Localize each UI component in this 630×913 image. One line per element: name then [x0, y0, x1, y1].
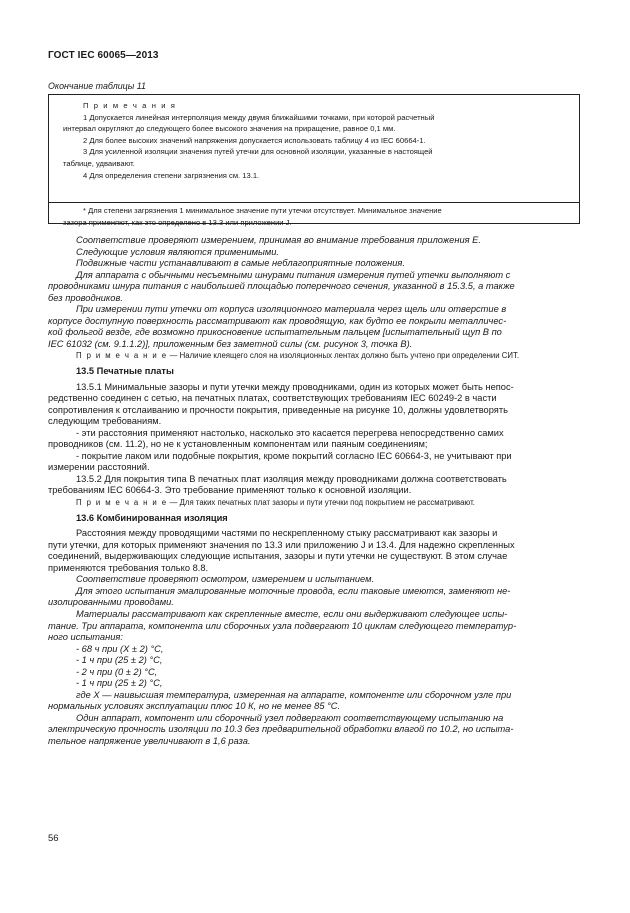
paragraph: Следующие условия являются применимыми.: [76, 246, 279, 257]
paragraph-line: электрическую прочность изоляции по 10.3 без предварительной обработки влагой по 10.2, но испыта-: [48, 724, 514, 735]
paragraph-line: тельное напряжение увеличивают в 1,6 раза.: [48, 735, 251, 746]
note-line: таблице, удваивают.: [63, 158, 135, 168]
paragraph-line: без проводников.: [48, 292, 123, 303]
section-heading-13-5: 13.5 Печатные платы: [76, 366, 174, 377]
paragraph-line: следующим требованиям.: [48, 416, 162, 427]
paragraph-line: применяются требования только 8.8.: [48, 562, 209, 573]
paragraph-line: соединений, выдерживающих следующие испытания, зазоры и пути утечки не существуют. В этом случае: [48, 551, 508, 562]
footnote: [63, 205, 569, 228]
paragraph-line: сопротивления к отслаиванию и прочности покрытия, приведенные на рисунке 10, должны удовлетворять: [48, 404, 508, 415]
paragraph-line: ного испытания:: [48, 632, 123, 643]
paragraph: Подвижные части устанавливают в самые неблагоприятные положения.: [76, 258, 405, 269]
note-line: интервал округляют до следующего более высокого значения на приращение, равное 0,1 мм.: [63, 124, 396, 134]
table-notes-box: [48, 94, 580, 227]
note-text: — Для таких печатных плат зазоры и пути утечки под покрытием не рассматривают.: [167, 498, 475, 508]
paragraph-line: Для аппарата с обычными несъемными шнурами питания измерения путей утечки выполняют с: [76, 269, 511, 280]
paragraph-line: При измерении пути утечки от корпуса изоляционного материала через щель или отверстие в: [76, 304, 507, 315]
document-header: ГОСТ IEC 60065—2013: [48, 50, 159, 61]
paragraph-line: редственно соединен с сетью, на печатных платах, соответствующих требованиям IEC 60249-2 в части: [48, 393, 497, 404]
notes-divider: [49, 202, 579, 203]
note-label: П р и м е ч а н и е: [76, 498, 168, 508]
paragraph-line: кой фольгой везде, где возможно прикосновение испытательным пальцем [испытательный щуп В по: [48, 327, 502, 338]
paragraph-line: Материалы рассматривают как скрепленные вместе, если они выдерживают следующее испы-: [76, 608, 508, 619]
paragraph-line: требованиям IEC 60664-3. Это требование применяют только к основной изоляции.: [48, 485, 412, 496]
document-body: [48, 235, 582, 748]
paragraph-line: корпусе доступную поверхность рассматривают как проводящую, как будто ее покрыли металличес-: [48, 315, 507, 326]
paragraph-line: 13.5.1 Минимальные зазоры и пути утечки между проводниками, один из которых может быть непос-: [76, 381, 514, 392]
footnote-line: * Для степени загрязнения 1 минимальное значение пути утечки отсутствует. Минимальное значение: [83, 206, 442, 215]
note-text: — Наличие клеящего слоя на изоляционных лентах должно быть учтено при определении СИТ.: [167, 351, 520, 361]
footnote-line: зазора применяют, как это определено в 13.3 или приложении J.: [63, 217, 292, 227]
paragraph-line: Один аппарат, компонент или сборочный узел подвергают соответствующему испытанию на: [76, 712, 504, 723]
paragraph-line: IEC 61032 (см. 9.1.1.2)], приложенным без заметной силы (см. рисунок 3, точка В).: [48, 338, 413, 349]
list-item: - покрытие лаком или подобные покрытия, кроме покрытий согласно IEC 60664-3, не учитывают при: [76, 450, 512, 461]
cycle-item: - 2 ч при (0 ± 2) °С,: [76, 666, 158, 677]
paragraph: Соответствие проверяют измерением, принимая во внимание требования приложения Е.: [76, 235, 481, 245]
paragraph-line: 13.5.2 Для покрытия типа В печатных плат изоляция между проводниками должна соответствовать: [76, 473, 507, 484]
paragraph-line: пути утечки, для которых применяют значения по 13.3 или приложению J и 13.4. Для надежно скрепленных: [48, 539, 515, 550]
paragraph-line: где X — наивысшая температура, измеренная на аппарате, компоненте или сборочном узле при: [76, 689, 512, 700]
note-label: П р и м е ч а н и е: [76, 351, 168, 361]
paragraph-line: тание. Три аппарата, компонента или сборочных узла подвергают 10 циклам следующего температур-: [48, 620, 517, 631]
note-type-b: [48, 497, 582, 509]
list-item-cont: измерении расстояний.: [48, 462, 150, 473]
cycle-item: - 68 ч при (X ± 2) °С,: [76, 643, 164, 654]
paragraph-line: нормальных условиях эксплуатации плюс 10 К, но не менее 85 °С.: [48, 701, 341, 712]
note-tape: [48, 350, 582, 362]
notes-title: П р и м е ч а н и я: [83, 101, 177, 110]
cycle-item: - 1 ч при (25 ± 2) °С,: [76, 655, 163, 666]
cycle-item: - 1 ч при (25 ± 2) °С,: [76, 678, 163, 689]
page-number: 56: [48, 833, 59, 844]
paragraph-line: изолированными проводами.: [48, 597, 174, 608]
paragraph: Соответствие проверяют осмотром, измерением и испытанием.: [76, 574, 375, 585]
note-line: 3 Для усиленной изоляции значения путей утечки для основной изоляции, указанные в настоящей: [83, 147, 433, 157]
note-line: 4 Для определения степени загрязнения см. 13.1.: [83, 170, 260, 180]
note-line: 1 Допускается линейная интерполяция между двумя ближайшими точками, при которой расчетный: [83, 112, 435, 122]
list-item: - эти расстояния применяют настолько, насколько это касается перегрева непосредственно самих: [76, 427, 504, 438]
paragraph-line: Расстояния между проводящими частями по нескрепленному стыку рассматривают как зазоры и: [76, 528, 498, 539]
paragraph-line: Для этого испытания эмалированные моточные провода, если таковые имеются, заменяют не-: [76, 585, 511, 596]
list-item-cont: проводников (см. 11.2), но не к установленным компонентам или паяным соединениям;: [48, 439, 428, 450]
table-caption: Окончание таблицы 11: [48, 81, 146, 91]
paragraph-line: проводниками шнура питания с наибольшей площадью поперечного сечения, указанной в 15.3.5, а также: [48, 281, 515, 292]
section-heading-13-6: 13.6 Комбинированная изоляция: [76, 512, 228, 523]
note-line: 2 Для более высоких значений напряжения допускается использовать таблицу 4 из IEC 60664-1.: [83, 135, 426, 145]
